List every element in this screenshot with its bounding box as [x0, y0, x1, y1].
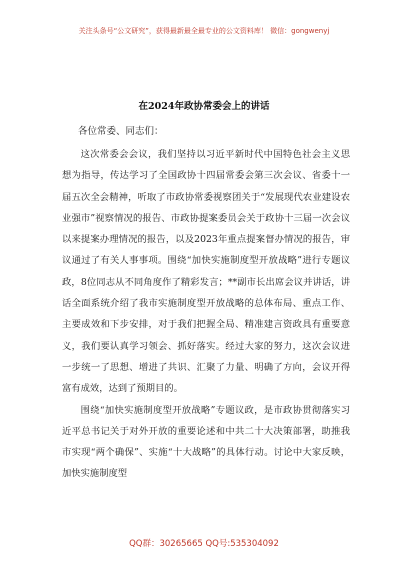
footer-contact-note: QQ群：30265665 QQ号:535304092: [129, 539, 279, 549]
document-title: 在2024年政协常委会上的讲话: [138, 101, 270, 112]
speech-body: [62, 144, 350, 485]
body-paragraph-1: 这次常委会会议，我们坚持以习近平新时代中国特色社会主义思想为指导，传达学习了全国政协十四届常委会第三次会议、省委十一届五次全会精神，听取了市政协常委视察团关于“发展现代农业建设农业强市”视察情况的报告、市政协提案委员会关于政协十三届一次会议以来提案办理情况的报告，以及2023年重点提案督办情况的报告，审议通过了有关人事事项。围绕“加快实施制度型开放战略”进行专题议政，8位同志从不同角度作了精彩发言；**副市长出席会议并讲话，讲话全面系统介绍了我市实施制度型开放战略的总体布局、重点工作、主要成效和下步安排，对于我们把握全局、精准建言资政具有重要意义，我们要认真学习领会、抓好落实。经过大家的努力，这次会议进一步统一了思想、增进了共识、汇聚了力量、明确了方向，会议开得富有成效，达到了预期目的。: [62, 149, 350, 395]
salutation: 各位常委、同志们：: [78, 126, 164, 137]
header-promo-note: 关注头条号“公文研究”，获得最新最全最专业的公文资料库！ 微信：gongwenyj: [78, 27, 330, 35]
body-paragraph-2: 围绕“加快实施制度型开放战略”专题议政，是市政协贯彻落实习近平总书记关于对外开放的重要论述和中共二十大决策部署，助推我市实现“两个确保”、实施“十大战略”的具体行动。讨论中大家反映，加快实施制度型: [62, 404, 350, 480]
